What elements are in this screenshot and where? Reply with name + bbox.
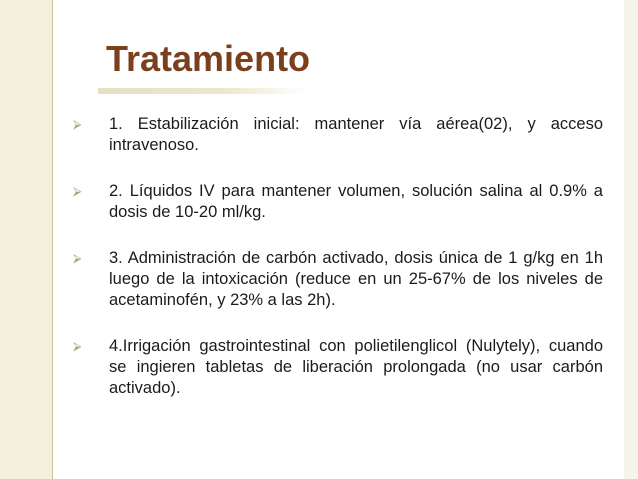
left-decorative-bar: [0, 0, 52, 479]
bullet-text-3: 3. Administración de carbón activado, dosis única de 1 g/kg en 1h luego de la intoxicación (reduce en un 25-67% de los niveles de acetaminofén, y 23% a las 2h).: [109, 249, 603, 309]
bullet-item-2: [73, 181, 603, 223]
bullet-item-3: [73, 248, 603, 311]
bullet-text-1: 1. Estabilización inicial: mantener vía aérea(02), y acceso intravenoso.: [109, 115, 603, 154]
bullet-item-4: [73, 336, 603, 399]
bullet-arrow-icon: ⮚: [73, 117, 82, 131]
bullet-list: [73, 114, 603, 399]
bullet-item-1: [73, 114, 603, 156]
left-divider: [52, 0, 53, 479]
bullet-arrow-icon: ⮚: [73, 184, 82, 198]
slide-title: Tratamiento: [106, 38, 311, 79]
bullet-text-2: 2. Líquidos IV para mantener volumen, solución salina al 0.9% a dosis de 10-20 ml/kg.: [109, 182, 603, 221]
bullet-arrow-icon: ⮚: [73, 251, 82, 265]
title-underline: [98, 88, 308, 94]
bullet-arrow-icon: ⮚: [73, 339, 82, 353]
bullet-text-4: 4.Irrigación gastrointestinal con polietilenglicol (Nulytely), cuando se ingieren tabletas de liberación prolongada (no usar carbón activado).: [109, 337, 603, 397]
right-decorative-margin: [624, 0, 638, 479]
